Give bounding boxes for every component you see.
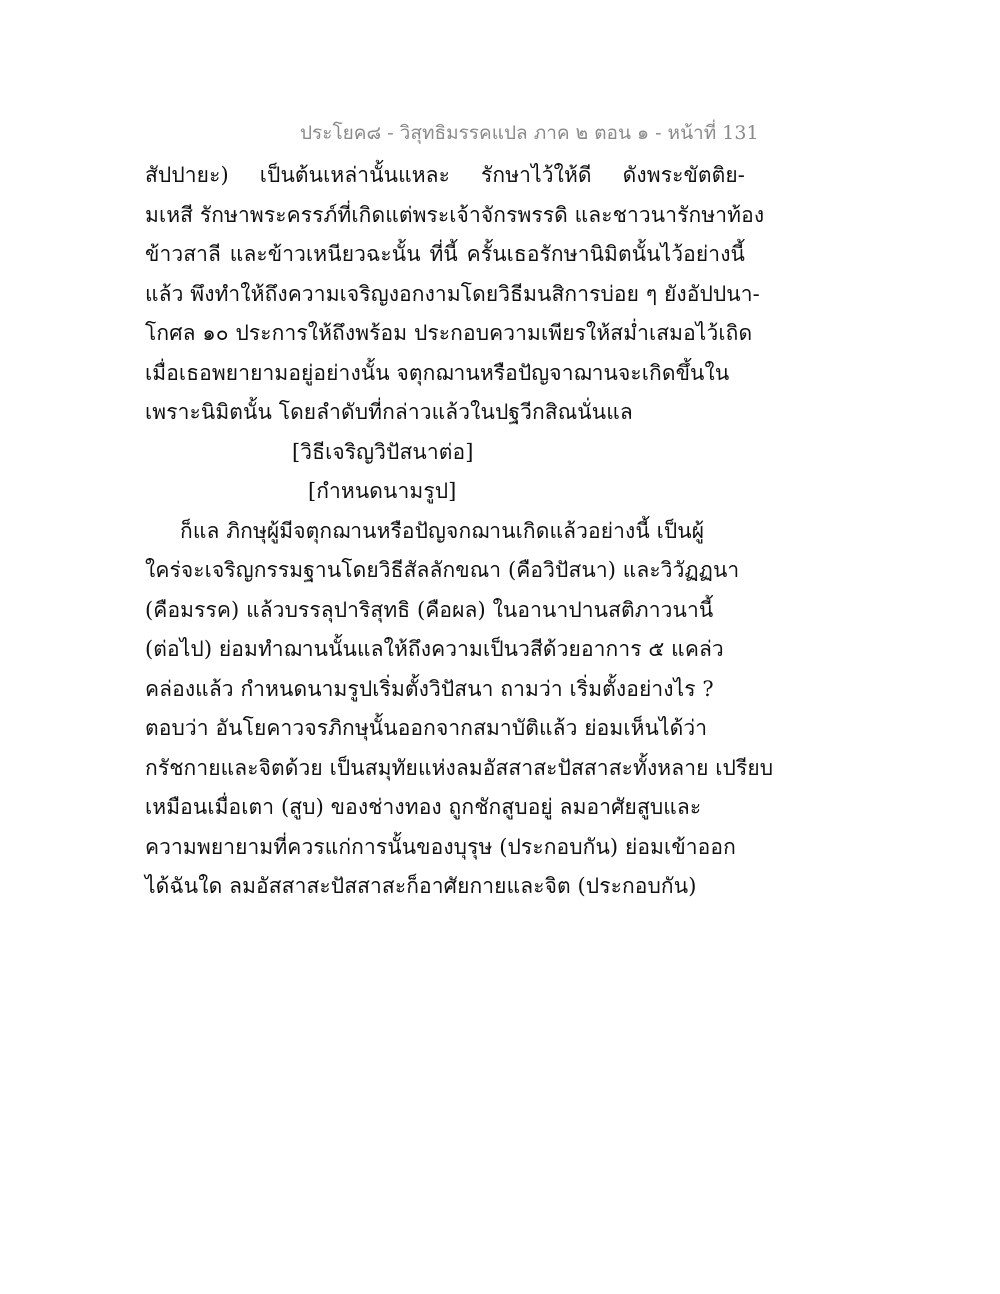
text-line: เพราะนิมิตนั้น โดยลำดับที่กล่าวแล้วในปฐวีกสิณนั่นแล xyxy=(145,400,633,424)
text-line: (ต่อไป) ย่อมทำฌานนั้นแลให้ถึงความเป็นวสีด้วยอาการ ๕ แคล่ว xyxy=(145,637,724,661)
text-line: ได้ฉันใด ลมอัสสาสะปัสสาสะก็อาศัยกายและจิต (ประกอบกัน) xyxy=(145,874,697,898)
section-heading: [วิธีเจริญวิปัสนาต่อ] xyxy=(292,439,474,464)
text-line: คล่องแล้ว กำหนดนามรูปเริ่มตั้งวิปัสนา ถามว่า เริ่มตั้งอย่างไร ? xyxy=(145,676,714,701)
subsection-heading: [กำหนดนามรูป] xyxy=(308,479,457,503)
text-line: กรัชกายและจิตด้วย เป็นสมุทัยแห่งลมอัสสาสะปัสสาสะทั้งหลาย เปรียบ xyxy=(145,755,774,780)
text-line: เมื่อเธอพยายามอยู่อย่างนั้น จตุกฌานหรือปัญจาฌานจะเกิดขึ้นใน xyxy=(145,360,730,385)
text-line: เหมือนเมื่อเตา (สูบ) ของช่างทอง ถูกชักสูบอยู่ ลมอาศัยสูบและ xyxy=(145,795,702,819)
text-line: สัปปายะ) เป็นต้นเหล่านั้นแหละ รักษาไว้ให้ดี ดังพระขัตติย- xyxy=(145,163,745,187)
text-line: (คือมรรค) แล้วบรรลุปาริสุทธิ (คือผล) ในอานาปานสติภาวนานี้ xyxy=(145,597,714,622)
text-line: แล้ว พึงทำให้ถึงความเจริญงอกงามโดยวิธีมนสิการบ่อย ๆ ยังอัปปนา- xyxy=(145,281,760,306)
text-line: ความพยายามที่ควรแก่การนั้นของบุรุษ (ประกอบกัน) ย่อมเข้าออก xyxy=(145,834,736,859)
text-line: มเหสี รักษาพระครรภ์ที่เกิดแต่พระเจ้าจักรพรรดิ และชาวนารักษาท้อง xyxy=(145,202,765,227)
text-line: ก็แล ภิกษุผู้มีจตุกฌานหรือปัญจกฌานเกิดแล้วอย่างนี้ เป็นผู้ xyxy=(180,518,705,543)
running-header: ประโยค๘ - วิสุทธิมรรคแปล ภาค ๒ ตอน ๑ - หน้าที่ 131 xyxy=(300,122,759,144)
text-line: ตอบว่า อันโยคาวจรภิกษุนั้นออกจากสมาบัติแล้ว ย่อมเห็นได้ว่า xyxy=(145,716,708,740)
text-line: ข้าวสาลี และข้าวเหนียวฉะนั้น ที่นี้ ครั้นเธอรักษานิมิตนั้นไว้อย่างนี้ xyxy=(145,242,745,266)
text-line: โกศล ๑๐ ประการให้ถึงพร้อม ประกอบความเพียรให้สม่ำเสมอไว้เถิด xyxy=(145,321,753,345)
body-text xyxy=(145,156,774,907)
text-line: ใคร่จะเจริญกรรมฐานโดยวิธีสัลลักขณา (คือวิปัสนา) และวิวัฏฏนา xyxy=(145,558,740,582)
